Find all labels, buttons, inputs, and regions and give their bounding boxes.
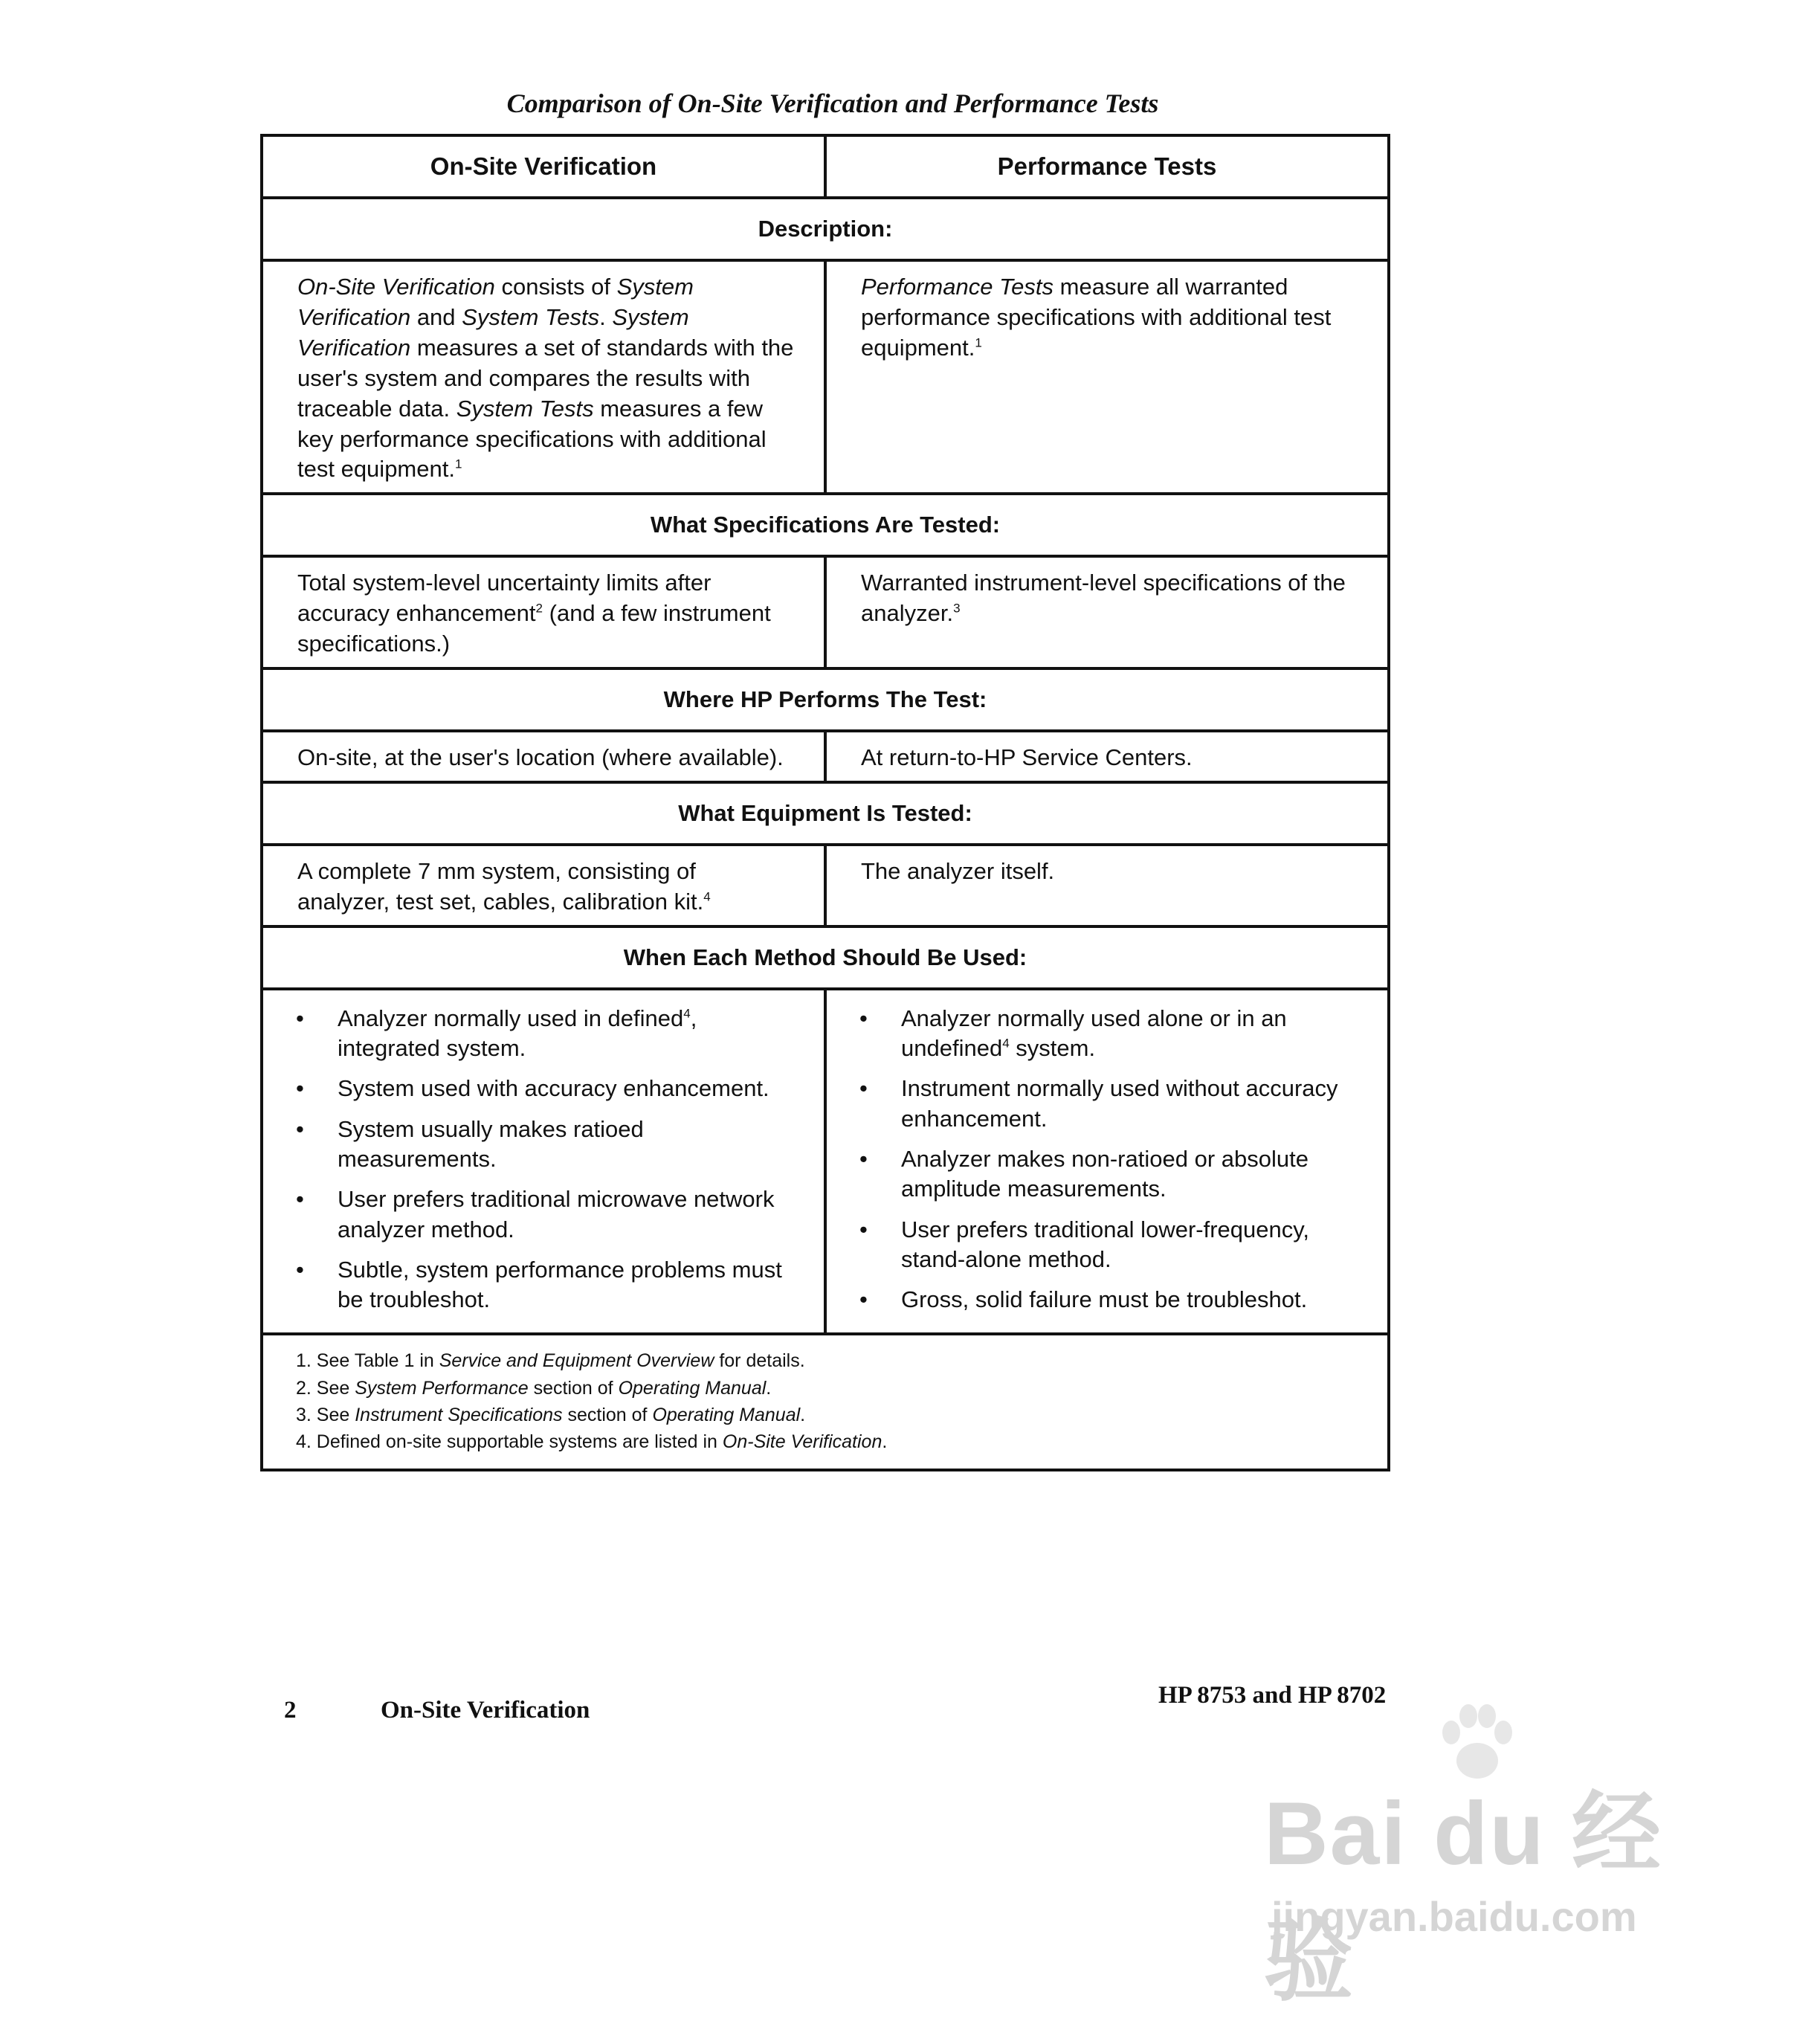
list-item: • Analyzer normally used in defined$^4$, integrated system. — [296, 1005, 697, 1062]
description-row — [262, 260, 1389, 494]
footnotes — [262, 1334, 1389, 1470]
watermark-logo: Bai du 经验 — [1264, 1784, 1663, 2011]
section-heading-where: Where HP Performs The Test: — [262, 668, 1389, 731]
list-item: • Gross, solid failure must be troubleshot. — [849, 1285, 1358, 1315]
bullet-icon: • — [859, 1216, 868, 1242]
bullet-icon: • — [296, 1005, 304, 1031]
equipment-performance: The analyzer itself. — [825, 845, 1389, 926]
section-heading-specs: What Specifications Are Tested: — [262, 494, 1389, 556]
footnote-1: 1. See Table 1 in Service and Equipment Overview for details. — [296, 1350, 805, 1372]
section-heading-equipment: What Equipment Is Tested: — [262, 782, 1389, 845]
bullet-icon: • — [859, 1286, 868, 1313]
footnote-2: 2. See System Performance section of Operating Manual. — [296, 1377, 772, 1399]
footer-product: HP 8753 and HP 8702 — [1158, 1682, 1387, 1709]
bullet-icon: • — [296, 1256, 304, 1283]
footnote-4: 4. Defined on-site supportable systems are listed in On-Site Verification. — [296, 1431, 888, 1453]
bullet-icon: • — [296, 1115, 304, 1142]
footnote-3: 3. See Instrument Specifications section of Operating Manual. — [296, 1404, 806, 1425]
when-performance — [825, 989, 1389, 1335]
column-header-on-site: On-Site Verification — [262, 135, 825, 198]
when-on-site — [262, 989, 825, 1335]
list-item: • User prefers traditional microwave network analyzer method. — [296, 1186, 775, 1242]
bullet-icon: • — [859, 1075, 868, 1102]
watermark-url: jingyan.baidu.com — [1271, 1893, 1637, 1940]
column-header-performance: Performance Tests — [825, 135, 1389, 198]
description-on-site: On-Site Verification consists of System Verification and System Tests. System Verification measures a set of standards with the user's system and compares the results with traceable data. System Tests measures a few key performance specifications with additional test equipment.$^1$ — [262, 260, 825, 494]
bullet-icon: • — [296, 1075, 304, 1102]
section-heading-row — [262, 668, 1389, 731]
comparison-table — [260, 134, 1390, 1471]
section-heading-row — [262, 494, 1389, 556]
column-header-row — [262, 135, 1389, 198]
footnotes-row — [262, 1334, 1389, 1470]
where-row — [262, 731, 1389, 782]
list-item: • System used with accuracy enhancement. — [285, 1074, 794, 1103]
bullet-list-performance — [849, 1004, 1358, 1315]
footer-section: On-Site Verification — [381, 1697, 590, 1724]
section-heading-row — [262, 198, 1389, 260]
when-row — [262, 989, 1389, 1335]
list-item: • Analyzer normally used alone or in an undefined$^4$ system. — [859, 1005, 1287, 1062]
specs-on-site: Total system-level uncertainty limits after accuracy enhancement$^2$ (and a few instrument specifications.) — [262, 556, 825, 668]
specs-row — [262, 556, 1389, 668]
list-item: • Subtle, system performance problems must be troubleshot. — [296, 1256, 782, 1313]
description-performance: Performance Tests measure all warranted performance specifications with additional test equipment.$^1$ — [825, 260, 1389, 494]
list-item: • System usually makes ratioed measurements. — [296, 1115, 644, 1172]
page-title: Comparison of On-Site Verification and Performance Tests — [506, 88, 1159, 118]
bullet-icon: • — [859, 1145, 868, 1172]
where-on-site: On-site, at the user's location (where available). — [262, 731, 825, 782]
page-number: 2 — [284, 1697, 297, 1724]
equipment-row — [262, 845, 1389, 926]
section-heading-row — [262, 782, 1389, 845]
bullet-list-on-site — [285, 1004, 794, 1315]
section-heading-description: Description: — [262, 198, 1389, 260]
footer-left — [284, 1697, 590, 1724]
list-item: • User prefers traditional lower-frequency, stand-alone method. — [859, 1216, 1310, 1272]
bullet-icon: • — [296, 1186, 304, 1213]
equipment-on-site: A complete 7 mm system, consisting of analyzer, test set, cables, calibration kit.$^4$ — [262, 845, 825, 926]
section-heading-when: When Each Method Should Be Used: — [262, 926, 1389, 989]
watermark — [1264, 1703, 1680, 2011]
where-performance: At return-to-HP Service Centers. — [825, 731, 1389, 782]
specs-performance: Warranted instrument-level specifications of the analyzer.$^3$ — [825, 556, 1389, 668]
section-heading-row — [262, 926, 1389, 989]
bullet-icon: • — [859, 1005, 868, 1031]
list-item: • Analyzer makes non-ratioed or absolute amplitude measurements. — [859, 1145, 1308, 1202]
list-item: • Instrument normally used without accuracy enhancement. — [859, 1075, 1338, 1132]
